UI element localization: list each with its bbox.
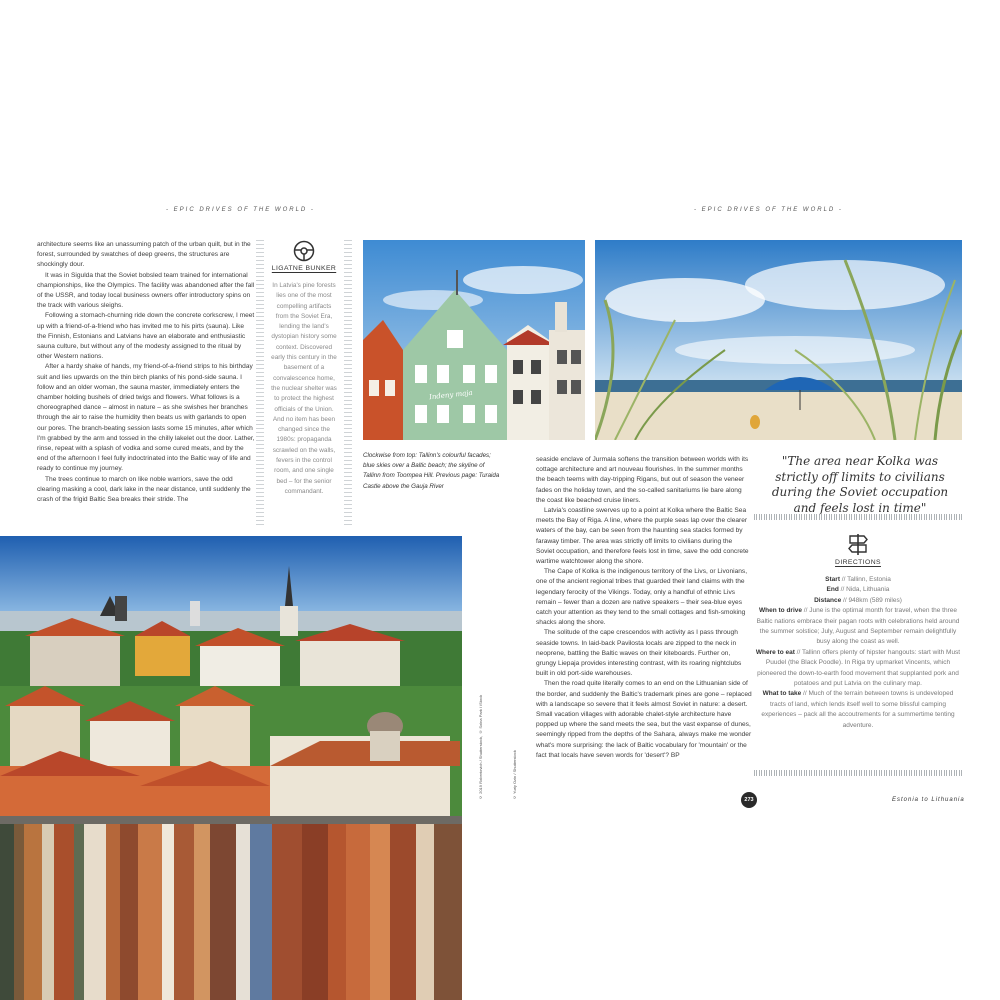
photo-beach [595,240,962,440]
steering-wheel-icon [293,240,315,262]
signpost-icon [847,532,869,556]
directions-item: What to take // Much of the terrain between towns is undeveloped tracts of land, which lends itself well to some blissful camping experiences – pack all the accoutrements for a summertime tenting adventure. [761,690,955,729]
photo-credit-left: © 2019 Robertovich / Shutterstock, © Solna Park / iStock [478,694,483,800]
decorative-rule [754,514,962,520]
photo-facades [363,240,585,440]
facade-sign: Indeny maja [428,388,474,402]
paragraph: The Cape of Kolka is the indigenous territory of the Livs, or Livonians, one of the ancient regional tribes that guarded their land claims with the legendary ferocity of the Vikings. Today, only a handful of ethnic Livs remain – fewer than a dozen are native speakers – their sea-blue eyes catch your attention as they tend to the small cottages and fish-smoking shacks along the shore. [536,568,748,627]
page-number: 273 [741,792,757,808]
left-body-text [37,240,255,530]
sidebar-border-right [344,238,352,528]
photo-caption: Clockwise from top: Tallinn's colourful facades; blue skies over a Baltic beach; the skyline of Tallinn from Toompea Hill. Previous page: Turaida Castle above the Gauja River [363,452,500,490]
pull-quote: "The area near Kolka was strictly off limits to civilians during the Soviet occupation and feels lost in time" [771,454,949,515]
paragraph: The trees continue to march on like noble warriors, save the odd clearing masking a cool, dark lake in the near distance, until suddenly the crash of the frigid Baltic Sea breaks their stride. The [37,475,251,504]
sidebar-box [266,238,342,528]
paragraph: Then the road quite literally comes to an end on the Lithuanian side of the border, and suddenly the Baltic's trademark pines are gone – replaced with a landscape so severe that it feels almost Soviet in nature: a desert. Small vacation villages with adorable chalet-style architecture have popped up where the sand meets the sea, but the vast expanse of dunes, seemingly ripped from the depths of the Sahara, always make me wonder what's more surprising: the lack of Baltic vocabulary for 'mountain' or the fact that locals have seven words for 'desert'? BP [536,680,752,759]
directions-item: Start // Tallinn, Estonia [825,576,891,583]
sidebar-border-left [256,238,264,528]
running-head-left: - EPIC DRIVES OF THE WORLD - [166,207,315,213]
section-footer: Estonia to Lithuania [892,797,965,803]
paragraph: architecture seems like an unassuming patch of the urban quilt, but in the forest, surrounded by swatches of deep greens, the structures are shockingly dour. [37,241,251,269]
paragraph: Latvia's coastline swerves up to a point at Kolka where the Baltic Sea meets the Bay of Riga. A line, where the purple seas lap over the clearer waters of the bay, can be seen from the haunting sea stacks formed by faraway timber. The area was strictly off limits to civilians during the Soviet occupation, and therefore feels lost in time, save the odd concrete wartime watchtower along the shore. [536,507,749,566]
right-body-text [536,455,752,785]
directions-item: When to drive // June is the optimal month for travel, when the three Baltic nations embrace their pagan roots with celebrations held around the summer solstice; July, August and September remain delightfully busy along the coast as well. [756,607,960,646]
directions-box [754,532,962,731]
decorative-rule [754,770,962,776]
directions-item: Where to eat // Tallinn offers plenty of hipster hangouts: start with Must Puudel (the Black Poodle). In Riga try upmarket Vincents, which pioneered the down-to-earth food movement that supplanted pork and potatoes and put Latvia on the culinary map. [755,648,961,688]
photo-credit-right: © Yuriy Ozin / Shutterstock [512,750,517,800]
paragraph: Following a stomach-churning ride down the concrete corkscrew, I meet up with a friend-of-a-friend who has invited me to his pirts (sauna). Like the Finnish, Estonians and Latvians have an elaborate and enthusiastic sauna culture, but without any of the modesty assigned to the ritual by other Western nations. [37,312,255,361]
paragraph: The solitude of the cape crescendos with activity as I pass through seaside towns. In laid-back Pavilosta locals are zipped to the neck in neoprene, battling the Baltic waves on their kiteboards. Further on, grungy Liepaja provides interesting contrast, with its roaring nightclubs built in old port-side warehouses. [536,629,742,678]
running-head-right: - EPIC DRIVES OF THE WORLD - [694,207,843,213]
directions-list [754,575,962,731]
photo-tallinn-skyline [0,536,462,1000]
paragraph: seaside enclave of Jurmala softens the transition between worlds with its cottage architecture and art nouveau flourishes. In the summer months the beach teems with day-tripping Rigans, but out of season the veneer fades on the holiday town, and the so-called sanitariums lie bare along the coast like beached cruise liners. [536,456,749,504]
sidebar-title: LIGATNE BUNKER [271,265,337,272]
directions-title: DIRECTIONS [835,559,881,566]
paragraph: After a hardy shake of hands, my friend-of-a-friend strips to his birthday suit and lies upwards on the thin birch planks of his pond-side sauna. I follow and an older woman, the sauna master, immediately enters the chamber holding bushels of dried twigs and flowers. What follows is a choreographed dance – almost in nature – as she swishes her branches through the air to raise the humidity then beats us with garlands to open our pores. The branch-beating session lasts some 15 minutes, after which I'm grabbed by the arm and tossed in the chilly lakelet out the door. Lather, rinse, repeat with a splash of vodka and some cured meats, and by the end of the afternoon I feel fully indoctrinated into the Baltic way of life and ready to continue my journey. [37,363,255,473]
directions-item: Distance // 948km (589 miles) [814,596,902,604]
directions-item: End // Nida, Lithuania [826,586,890,594]
paragraph: It was in Sigulda that the Soviet bobsled team trained for international championships, like the Olympics. The facility was abandoned after the fall of the USSR, and today local business owners offer introductory spins on the track with various sleighs. [37,271,255,310]
photo-glitch-band [0,824,462,1000]
sidebar-text: In Latvia's pine forests lies one of the most compelling artifacts from the Soviet Era, lending the land's dystopian history some context. Discovered early this century in the basement of a convalescence home, the nuclear shelter was to protect the highest officials of the Union. And no item has been changed since the 1980s: propaganda scrawled on the walls, fevers in the control room, and one single bed – for the senior commandant. [271,282,337,495]
